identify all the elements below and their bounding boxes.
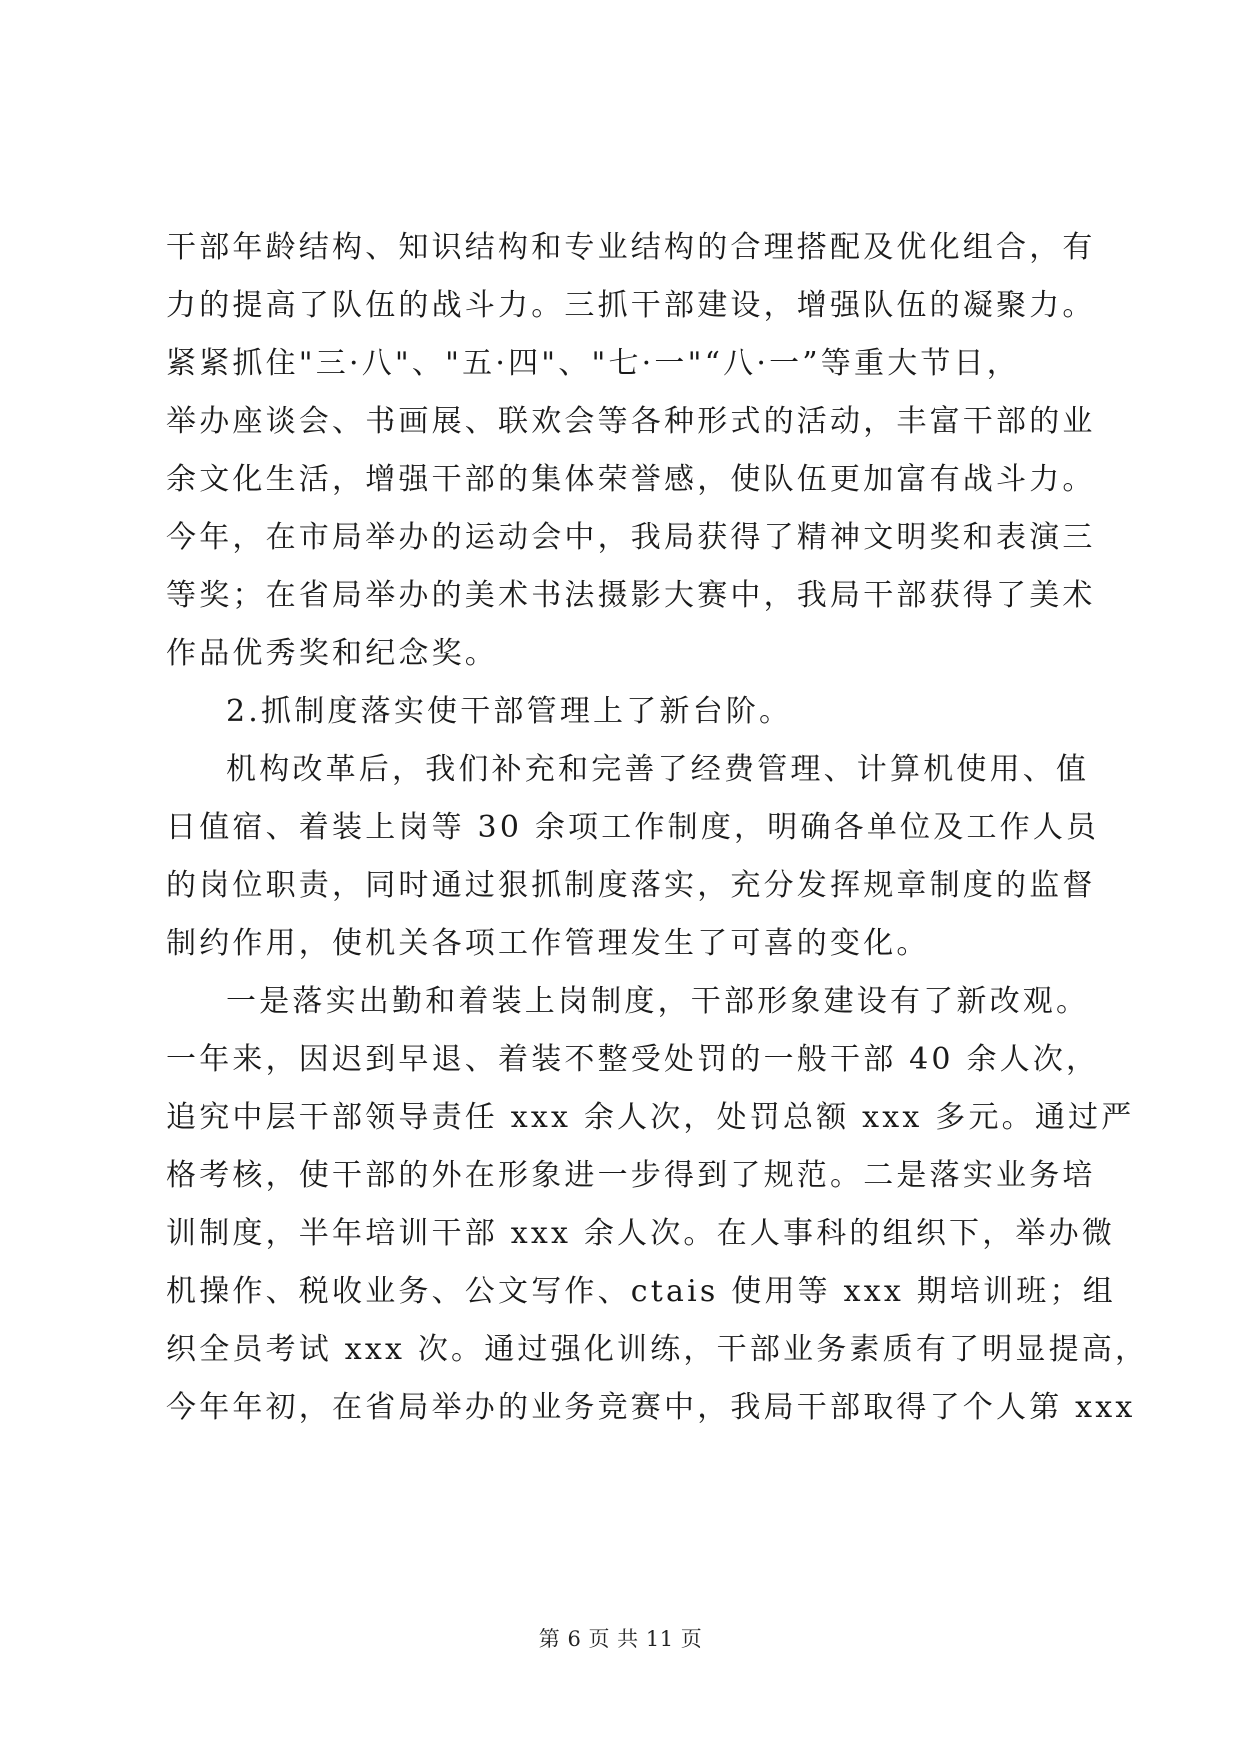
text-line: 一年来，因迟到早退、着装不整受处罚的一般干部 40 余人次， — [166, 1042, 1100, 1077]
text-line: 织全员考试 xxx 次。通过强化训练，干部业务素质有了明显提高， — [166, 1332, 1149, 1367]
text-line: 制约作用，使机关各项工作管理发生了可喜的变化。 — [166, 926, 930, 961]
text-line: 紧紧抓住"三·八"、"五·四"、"七·一"“八·一”等重大节日， — [166, 346, 1021, 381]
text-line: 机操作、税收业务、公文写作、ctais 使用等 xxx 期培训班；组 — [166, 1274, 1116, 1309]
text-line: 今年，在市局举办的运动会中，我局获得了精神文明奖和表演三 — [166, 520, 1096, 555]
text-line: 余文化生活，增强干部的集体荣誉感，使队伍更加富有战斗力。 — [166, 462, 1096, 497]
text-line: 训制度，半年培训干部 xxx 余人次。在人事科的组织下，举办微 — [166, 1216, 1116, 1251]
section-heading: 2.抓制度落实使干部管理上了新台阶。 — [226, 694, 793, 729]
text-line: 等奖；在省局举办的美术书法摄影大赛中，我局干部获得了美术 — [166, 578, 1096, 613]
text-line: 今年年初，在省局举办的业务竞赛中，我局干部取得了个人第 xxx — [166, 1390, 1136, 1425]
paragraph-first-line: 一是落实出勤和着装上岗制度，干部形象建设有了新改观。 — [226, 984, 1090, 1019]
paragraph-first-line: 机构改革后，我们补充和完善了经费管理、计算机使用、值 — [226, 752, 1090, 787]
text-line: 格考核，使干部的外在形象进一步得到了规范。二是落实业务培 — [166, 1158, 1096, 1193]
text-line: 力的提高了队伍的战斗力。三抓干部建设，增强队伍的凝聚力。 — [166, 288, 1096, 323]
text-line: 的岗位职责，同时通过狠抓制度落实，充分发挥规章制度的监督 — [166, 868, 1096, 903]
text-line: 追究中层干部领导责任 xxx 余人次，处罚总额 xxx 多元。通过严 — [166, 1100, 1135, 1135]
text-line: 干部年龄结构、知识结构和专业结构的合理搭配及优化组合，有 — [166, 230, 1096, 265]
text-line: 日值宿、着装上岗等 30 余项工作制度，明确各单位及工作人员 — [166, 810, 1100, 845]
text-line: 作品优秀奖和纪念奖。 — [166, 636, 498, 671]
page-number-footer: 第 6 页 共 11 页 — [538, 1627, 703, 1651]
text-line: 举办座谈会、书画展、联欢会等各种形式的活动，丰富干部的业 — [166, 404, 1096, 439]
